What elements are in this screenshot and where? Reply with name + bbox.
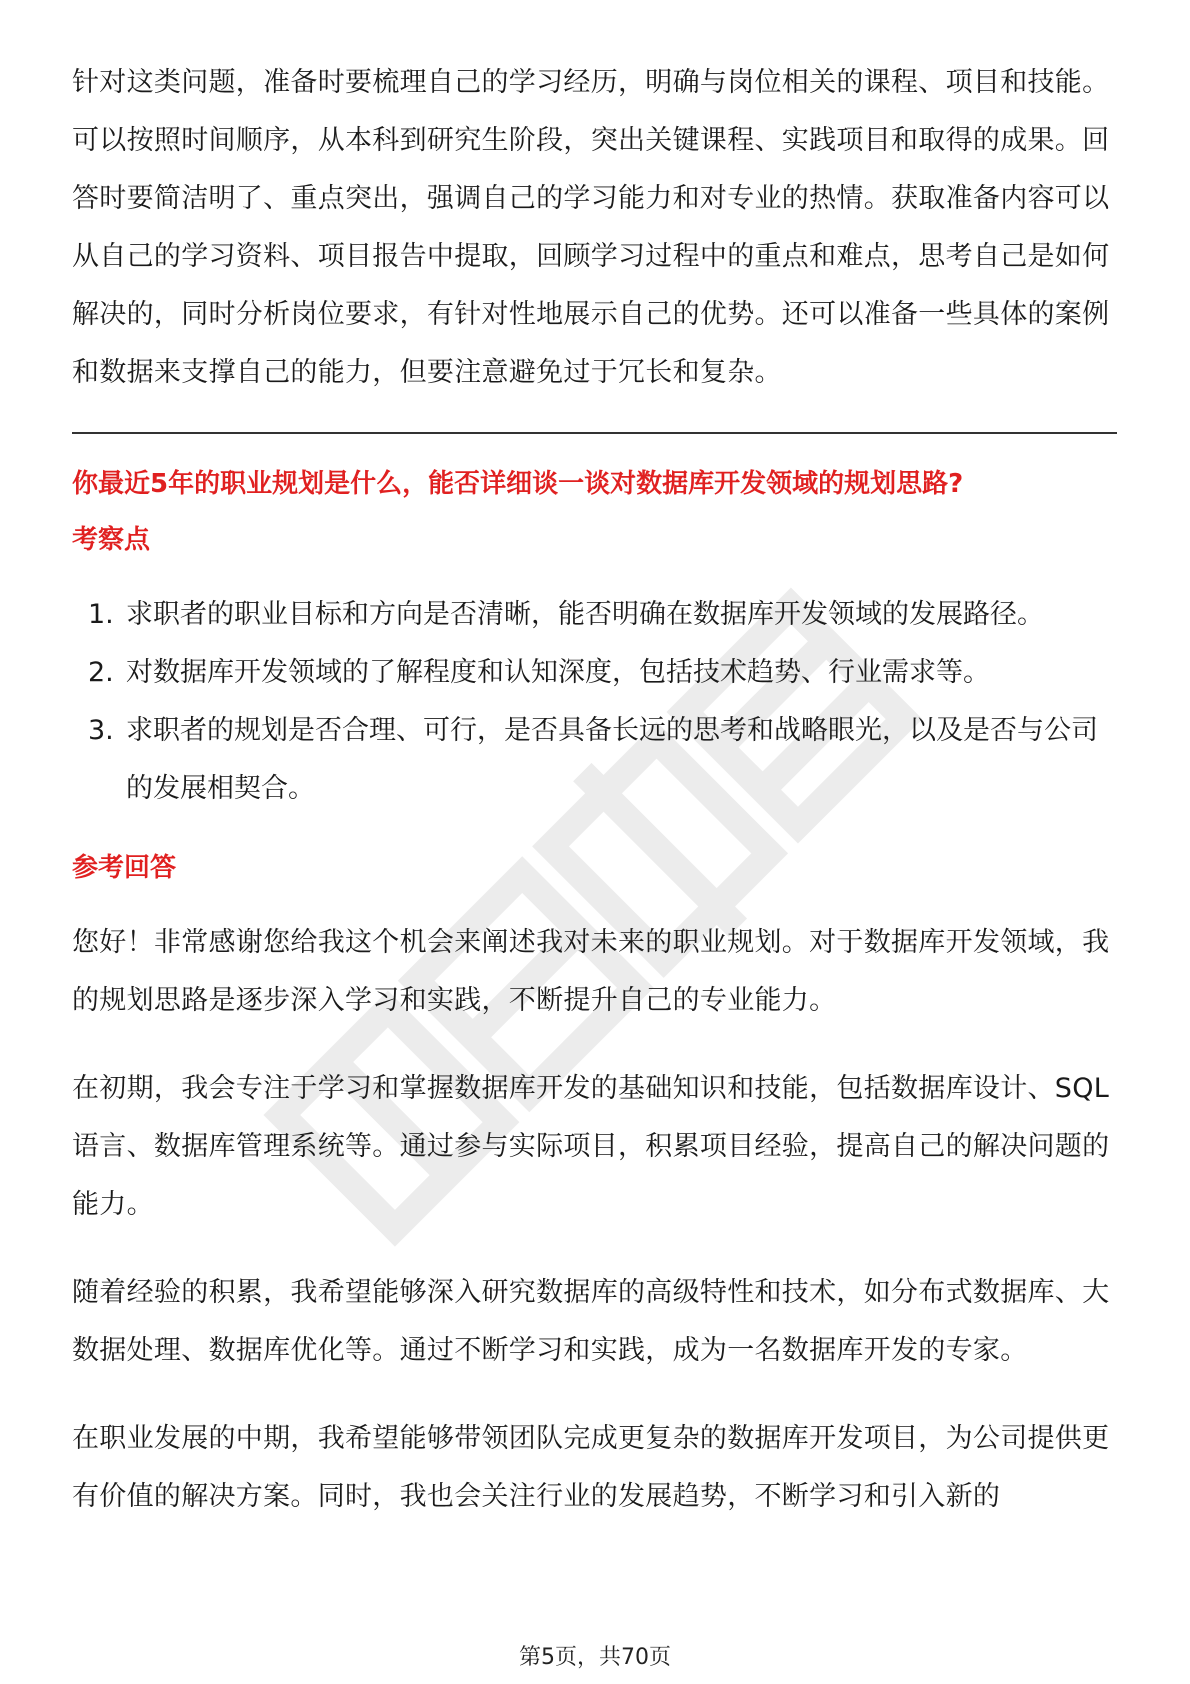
answer-paragraph: 随着经验的积累，我希望能够深入研究数据库的高级特性和技术，如分布式数据库、大数据处理、数据库优化等。通过不断学习和实践，成为一名数据库开发的专家。 [72, 1277, 1110, 1366]
list-item-number: 3. [88, 715, 114, 746]
section-divider [72, 432, 1117, 434]
page-footer: 第5页，共70页 [519, 1645, 671, 1670]
list-item-text: 求职者的职业目标和方向是否清晰，能否明确在数据库开发领域的发展路径。 [126, 599, 1044, 630]
exam-points-list [72, 586, 1117, 818]
list-item [72, 644, 1117, 702]
main-content [72, 54, 1117, 1526]
answer-paragraph: 您好！非常感谢您给我这个机会来阐述我对未来的职业规划。对于数据库开发领域，我的规划思路是逐步深入学习和实践，不断提升自己的专业能力。 [72, 927, 1110, 1016]
intro-paragraph: 针对这类问题，准备时要梳理自己的学习经历，明确与岗位相关的课程、项目和技能。可以按照时间顺序，从本科到研究生阶段，突出关键课程、实践项目和取得的成果。回答时要简洁明了、重点突出，强调自己的学习能力和对专业的热情。获取准备内容可以从自己的学习资料、项目报告中提取，回顾学习过程中的重点和难点，思考自己是如何解决的，同时分析岗位要求，有针对性地展示自己的优势。还可以准备一些具体的案例和数据来支撑自己的能力，但要注意避免过于冗长和复杂。 [72, 67, 1110, 388]
answer-paragraph: 在初期，我会专注于学习和掌握数据库开发的基础知识和技能，包括数据库设计、SQL语言、数据库管理系统等。通过参与实际项目，积累项目经验，提高自己的解决问题的能力。 [72, 1073, 1110, 1220]
list-item-number: 1. [88, 599, 114, 630]
list-item [72, 586, 1117, 644]
list-item-number: 2. [88, 657, 114, 688]
list-item [72, 702, 1117, 818]
answer-paragraph: 在职业发展的中期，我希望能够带领团队完成更复杂的数据库开发项目，为公司提供更有价值的解决方案。同时，我也会关注行业的发展趋势，不断学习和引入新的 [72, 1423, 1110, 1512]
exam-points-label: 考察点 [72, 525, 151, 555]
question-heading: 你最近5年的职业规划是什么，能否详细谈一谈对数据库开发领域的规划思路? [72, 469, 964, 499]
list-item-text: 对数据库开发领域的了解程度和认知深度，包括技术趋势、行业需求等。 [126, 657, 990, 688]
reference-answer-label: 参考回答 [72, 853, 177, 883]
list-item-text: 求职者的规划是否合理、可行，是否具备长远的思考和战略眼光，以及是否与公司的发展相契合。 [126, 715, 1098, 804]
